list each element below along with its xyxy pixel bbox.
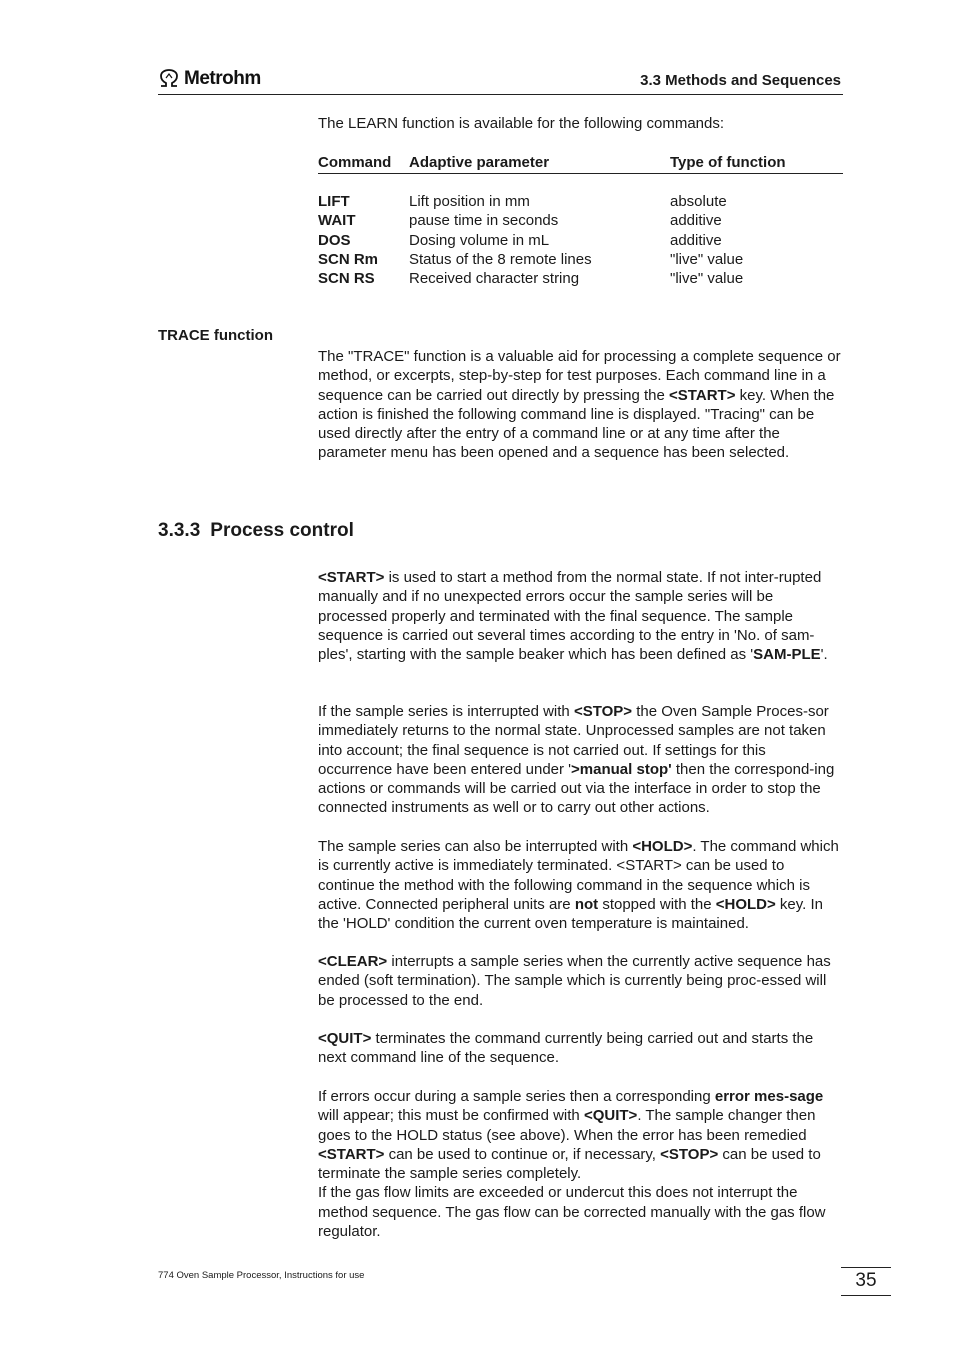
paragraph-text: stopped with the bbox=[598, 895, 716, 913]
section-heading bbox=[158, 520, 354, 542]
parameter-cell: Received character string bbox=[409, 270, 580, 288]
hold-key-label: <HOLD> bbox=[715, 895, 776, 913]
table-row bbox=[318, 211, 843, 230]
trace-text-part: key. When the action is finished the following command line is displayed. "Tracing" can be used directly after the entry of a command line or at any time after the parameter menu has been opened and a sequence has been selected. bbox=[318, 386, 835, 462]
paragraph-clear bbox=[318, 952, 843, 1010]
sample-label: SAM-PLE bbox=[753, 646, 821, 664]
learn-commands-table bbox=[318, 151, 843, 288]
section-title: Process control bbox=[210, 520, 354, 541]
trace-heading: TRACE function bbox=[158, 327, 273, 344]
command-cell: WAIT bbox=[318, 212, 356, 230]
stop-key-label: <STOP> bbox=[573, 703, 633, 720]
manual-stop-label: >manual stop' bbox=[571, 760, 672, 778]
paragraph-text: If the gas flow limits are exceeded or undercut this does not interrupt the method sequence. The gas flow can be corrected manually with the gas flow regulator. bbox=[318, 1184, 826, 1241]
type-cell: additive bbox=[670, 212, 722, 230]
emphasis-not: not bbox=[574, 895, 599, 913]
command-cell: SCN Rm bbox=[318, 250, 379, 268]
column-header-parameter: Adaptive parameter bbox=[409, 154, 550, 171]
paragraph-text: the Oven Sample Proces-sor immediately returns to the normal state. Unprocessed samples are not taken into account; the final sequence is not carried out. If settings for this occurrence have been entered under ' bbox=[318, 703, 829, 778]
type-cell: "live" value bbox=[670, 250, 744, 268]
start-key-label: <START> bbox=[669, 386, 736, 404]
learn-intro: The LEARN function is available for the following commands: bbox=[318, 115, 725, 132]
paragraph-text: The sample series can also be interrupted with bbox=[318, 838, 633, 855]
quit-key-label: <QUIT> bbox=[318, 1030, 372, 1047]
paragraph-text: can be used to continue or, if necessary, bbox=[384, 1145, 661, 1163]
paragraph-errors bbox=[318, 1087, 843, 1241]
clear-key-label: <CLEAR> bbox=[318, 953, 388, 970]
paragraph-text: key. In the 'HOLD' condition the current oven temperature is maintained. bbox=[318, 895, 823, 933]
error-message-label: error mes-sage bbox=[714, 1088, 824, 1105]
type-cell: "live" value bbox=[670, 270, 744, 288]
table-row bbox=[318, 192, 843, 211]
paragraph-text: will appear; this must be confirmed with bbox=[318, 1107, 584, 1125]
brand-name: Metrohm bbox=[184, 68, 261, 89]
type-cell: additive bbox=[670, 231, 722, 249]
type-cell: absolute bbox=[670, 193, 727, 210]
hold-key-label: <HOLD> bbox=[632, 838, 693, 855]
command-cell: LIFT bbox=[318, 193, 350, 210]
page-number: 35 bbox=[855, 1270, 877, 1291]
paragraph-text: can be used to terminate the sample series completely. bbox=[318, 1145, 821, 1183]
table-row bbox=[318, 269, 843, 288]
footer-text: 774 Oven Sample Processor, Instructions for use bbox=[158, 1270, 365, 1281]
table-spacer bbox=[318, 174, 843, 193]
section-number: 3.3.3 bbox=[158, 520, 201, 541]
table-row bbox=[318, 250, 843, 269]
running-header: 3.3 Methods and Sequences bbox=[640, 72, 841, 89]
table-header-row bbox=[318, 151, 843, 174]
paragraph-hold bbox=[318, 837, 843, 933]
column-header-type: Type of function bbox=[670, 154, 786, 171]
parameter-cell: pause time in seconds bbox=[409, 212, 559, 230]
paragraph-start bbox=[318, 568, 843, 664]
paragraph-text: then the correspond-ing actions or commands will be carried out via the interface in order to stop the connected instruments as well or to carry out other actions. bbox=[318, 760, 835, 817]
parameter-cell: Lift position in mm bbox=[409, 193, 530, 210]
paragraph-text: interrupts a sample series when the currently active sequence has ended (soft termination). The sample which is currently being proc-essed will be processed to the end. bbox=[318, 953, 831, 1009]
paragraph-text: If the sample series is interrupted with bbox=[318, 703, 574, 720]
brand-logo bbox=[158, 66, 261, 92]
paragraph-text: If errors occur during a sample series then a corresponding bbox=[318, 1088, 715, 1105]
command-cell: SCN RS bbox=[318, 270, 375, 288]
paragraph-text: terminates the command currently being carried out and starts the next command line of the sequence. bbox=[318, 1030, 814, 1067]
metrohm-omega-icon bbox=[158, 69, 180, 89]
paragraph-text: is used to start a method from the normal state. If not inter-rupted manually and if no unexpected errors occur the sample series will be processed properly and terminated with the final sequence. The sample sequence is carried out several times according to the entry in 'No. of sam-ples', starting with the sample beaker which has been defined as ' bbox=[318, 569, 822, 664]
start-key-label: <START> bbox=[318, 1145, 385, 1163]
start-key-label: <START> bbox=[318, 569, 385, 586]
paragraph-text: '. bbox=[820, 646, 828, 664]
table-row bbox=[318, 231, 843, 250]
quit-key-label: <QUIT> bbox=[583, 1107, 638, 1125]
header-rule bbox=[158, 94, 843, 95]
stop-key-label: <STOP> bbox=[660, 1145, 719, 1163]
trace-paragraph bbox=[318, 347, 843, 463]
parameter-cell: Dosing volume in mL bbox=[409, 231, 550, 249]
paragraph-text: . The sample changer then goes to the HOLD status (see above). When the error has been remedied bbox=[318, 1107, 816, 1144]
column-header-command: Command bbox=[318, 154, 392, 171]
trace-text-part: The "TRACE" function is a valuable aid for processing a complete sequence or method, or excerpts, step-by-step for test purposes. Each command line in a sequence can be carried out directly by pressing the bbox=[318, 348, 841, 404]
parameter-cell: Status of the 8 remote lines bbox=[409, 250, 592, 268]
paragraph-quit bbox=[318, 1029, 843, 1068]
command-cell: DOS bbox=[318, 231, 351, 249]
paragraph-text: . The command which is currently active is immediately terminated. <START> can be used to continue the method with the following command in the sequence which is active. Connected peripheral units are bbox=[318, 838, 839, 913]
paragraph-stop bbox=[318, 702, 843, 818]
